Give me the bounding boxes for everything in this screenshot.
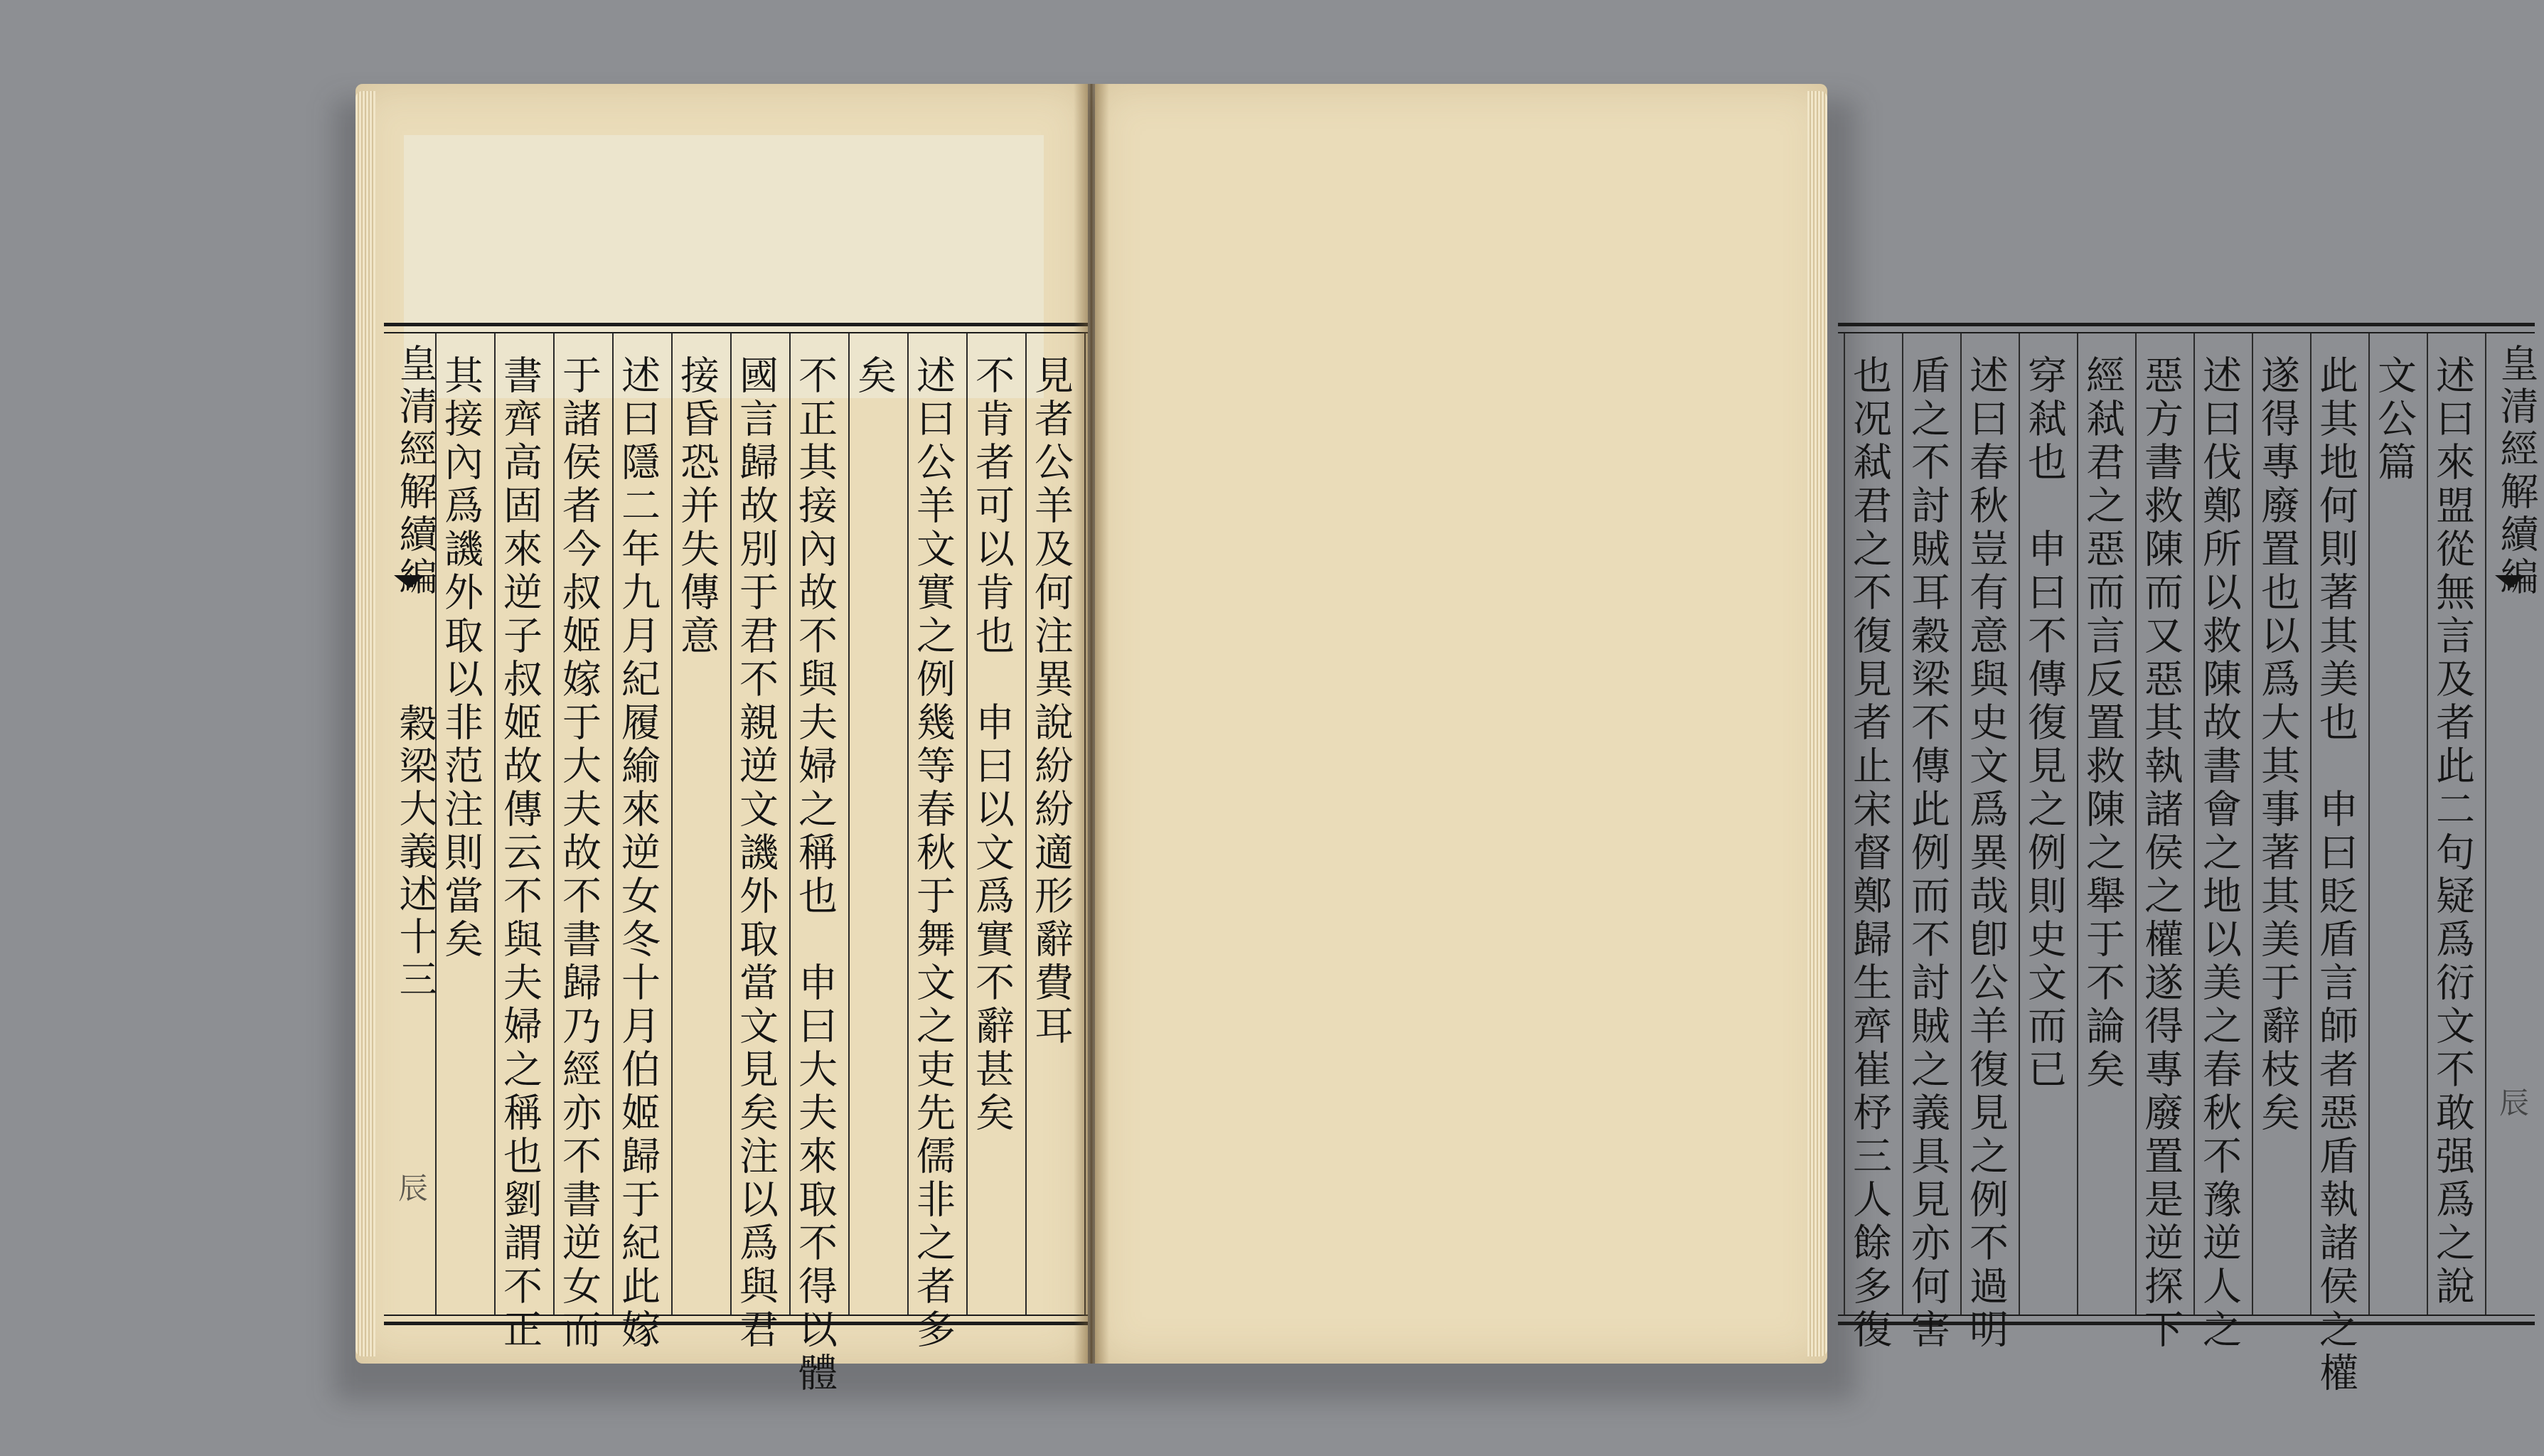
column-rule bbox=[1844, 333, 1845, 1315]
right-page bbox=[1095, 84, 2539, 1396]
text-column: 盾之不討賊耳穀梁不傳此例而不討賊之義具見亦何害 bbox=[1905, 355, 1950, 1352]
text-column: 接昏恐并失傳意 bbox=[674, 355, 720, 658]
column-rule bbox=[2427, 333, 2428, 1315]
column-rule bbox=[2368, 333, 2370, 1315]
right-margin-stamp: 辰 bbox=[2495, 1087, 2530, 1117]
column-rule bbox=[2252, 333, 2253, 1315]
right-margin-title: 皇清經解續編 bbox=[2494, 343, 2539, 599]
left-margin-stamp: 辰 bbox=[394, 1172, 429, 1202]
right-margin-column bbox=[2485, 333, 2539, 1315]
column-rule bbox=[907, 333, 909, 1315]
left-frame-inner bbox=[384, 332, 1088, 1396]
column-rule bbox=[612, 333, 614, 1315]
text-column: 述曰隱二年九月紀履緰來逆女冬十月伯姬歸于紀此嫁 bbox=[615, 355, 661, 1352]
text-column: 述曰春秋豈有意與史文爲異哉卽公羊復見之例不過明 bbox=[1963, 355, 2009, 1352]
column-rule bbox=[494, 333, 496, 1315]
open-book bbox=[356, 84, 2539, 1396]
text-column: 也况弒君之不復見者止宋督鄭歸生齊崔杼三人餘多復 bbox=[1846, 355, 1892, 1352]
column-rule bbox=[2077, 333, 2078, 1315]
column-rule bbox=[435, 333, 437, 1315]
text-column: 述曰來盟從無言及者此二句疑爲衍文不敢强爲之說 bbox=[2430, 355, 2475, 1309]
text-column: 其接內爲譏外取以非范注則當矣 bbox=[438, 355, 483, 962]
column-rule bbox=[2310, 333, 2311, 1315]
text-column: 述曰伐鄭所以救陳故書會之地以美之春秋不豫逆人之 bbox=[2196, 355, 2242, 1352]
text-column: 述曰公羊文實之例幾等春秋于舞文之吏先儒非之者多 bbox=[910, 355, 956, 1352]
left-margin-title: 皇清經解續編 bbox=[393, 343, 438, 599]
column-rule bbox=[966, 333, 968, 1315]
column-rule bbox=[671, 333, 673, 1315]
fish-tail-mark bbox=[394, 575, 425, 588]
left-margin-column bbox=[384, 333, 438, 1315]
column-rule bbox=[2019, 333, 2020, 1315]
column-rule bbox=[789, 333, 791, 1315]
column-rule bbox=[848, 333, 850, 1315]
text-column: 矣 bbox=[851, 355, 897, 398]
text-column: 國言歸故別于君不親逆文譏外取當文見矣注以爲與君 bbox=[733, 355, 779, 1352]
column-rule bbox=[1960, 333, 1962, 1315]
column-rule bbox=[2135, 333, 2137, 1315]
text-column: 穿弒也 申曰不傳復見之例則史文而已 bbox=[2021, 355, 2067, 1092]
text-column: 文公篇 bbox=[2371, 355, 2417, 485]
text-column: 經弒君之惡而言反置救陳之舉于不論矣 bbox=[2080, 355, 2125, 1092]
text-column: 于諸侯者今叔姬嫁于大夫故不書歸乃經亦不書逆女而 bbox=[556, 355, 602, 1352]
column-rule bbox=[1902, 333, 1903, 1315]
column-rule bbox=[1025, 333, 1027, 1315]
book-gutter bbox=[1074, 84, 1109, 1364]
text-column: 惡方書救陳而又惡其執諸侯之權遂得專廢置是逆探下 bbox=[2138, 355, 2184, 1352]
text-column: 此其地何則著其美也 申曰貶盾言師者惡盾執諸侯之權 bbox=[2313, 355, 2358, 1396]
right-frame-inner bbox=[1838, 332, 2539, 1396]
text-column: 書齊高固來逆子叔姬故傳云不與夫婦之稱也劉謂不正 bbox=[497, 355, 543, 1352]
text-column: 見者公羊及何注異說紛紛適形辭費耳 bbox=[1028, 355, 1074, 1049]
left-page-edge bbox=[356, 91, 375, 1356]
right-text-frame bbox=[1838, 323, 2539, 1396]
column-rule bbox=[730, 333, 732, 1315]
left-margin-subtitle: 穀梁大義述十三 bbox=[393, 703, 438, 1002]
left-text-frame bbox=[384, 323, 1088, 1396]
text-column: 不正其接內故不與夫婦之稱也 申曰大夫來取不得以體 bbox=[792, 355, 838, 1396]
right-page-edge bbox=[1807, 91, 1827, 1356]
left-page bbox=[356, 84, 1088, 1396]
text-column: 不肯者可以肯也 申曰以文爲實不辭甚矣 bbox=[969, 355, 1015, 1135]
column-rule bbox=[553, 333, 555, 1315]
column-rule bbox=[2193, 333, 2195, 1315]
fish-tail-mark bbox=[2495, 575, 2526, 588]
text-column: 遂得專廢置也以爲大其事著其美于辭枝矣 bbox=[2255, 355, 2300, 1135]
